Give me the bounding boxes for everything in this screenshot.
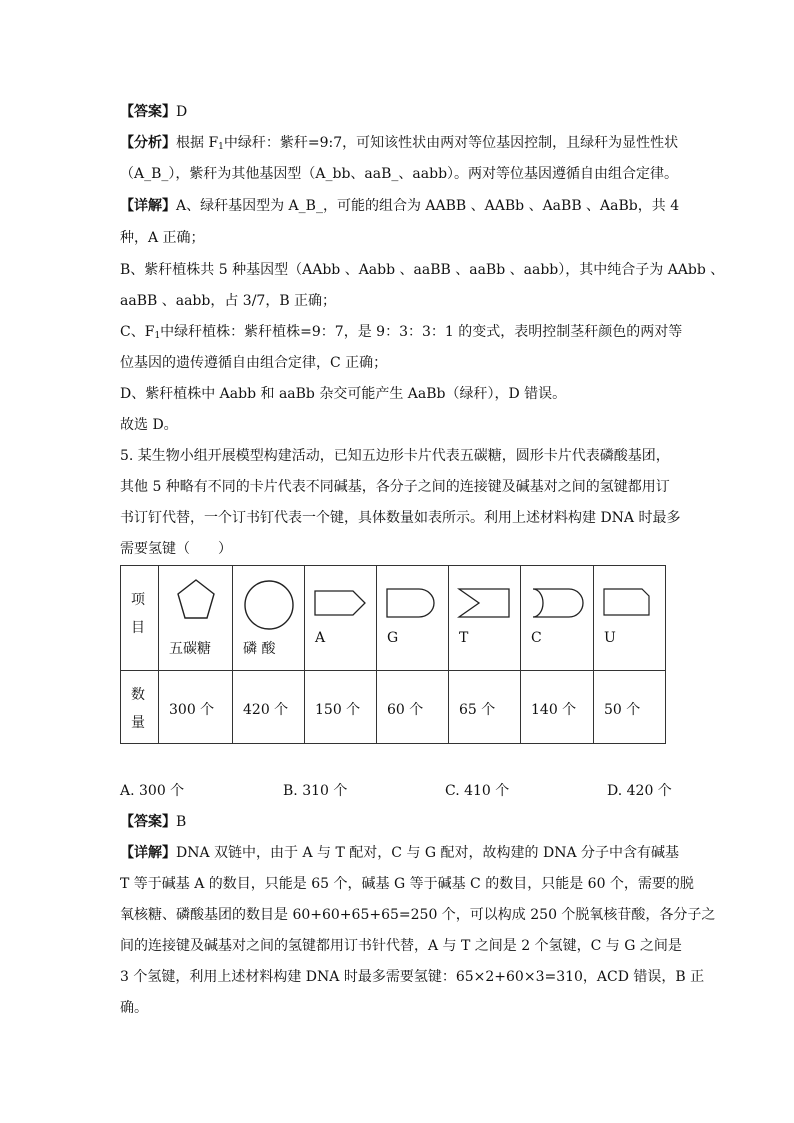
detail-text: 中绿秆植株：紫秆植株=9：7，是 9：3：3：1 的变式，表明控制茎秆颜色的两对等 [160,324,683,340]
detail-line-3: B、紫秆植株共 5 种基因型（AAbb 、Aabb 、aaBB 、aaBb 、aabb），其中纯合子为 AAbb 、 [120,262,725,278]
analysis-line-2: （A_B_），紫秆为其他基因型（A_bb、aaB_、aabb）。两对等位基因遵循自由组合定律。 [120,166,679,182]
answer-tag: 【答案】 [120,104,176,120]
analysis-text: 根据 F [176,135,219,151]
answer-value: B [176,814,187,830]
circle-icon [242,578,296,632]
subscript: 1 [218,142,224,152]
count-cell [594,671,666,744]
notch-card-icon [457,586,511,620]
header-char: 项 [131,592,145,608]
option-c: C. 410 个 [445,783,510,799]
round-card-icon [385,586,437,620]
count-cell [159,671,233,744]
answer-line [120,102,187,122]
detail2-line-2: T 等于碱基 A 的数目，只能是 65 个，碱基 G 等于碱基 C 的数目，只能是 60 个，需要的脱 [120,876,694,892]
card-table [120,565,666,744]
detail-line-7: D、紫秆植株中 Aabb 和 aaBb 杂交可能产生 AaBb（绿秆），D 错误。 [120,386,567,402]
cell-pentagon [159,566,233,671]
item-label: T [459,630,469,646]
count-value: 60 个 [387,702,424,718]
cell-a [305,566,377,671]
cut-corner-card-icon [602,586,652,618]
cell-t [449,566,521,671]
detail2-line-3: 氧核糖、磷酸基团的数目是 60+60+65+65=250 个，可以构成 250 个脱氧核苷酸，各分子之 [120,907,716,923]
detail-line-5 [120,322,682,346]
count-value: 150 个 [315,702,361,718]
detail2-line-5: 3 个氢键，利用上述材料构建 DNA 时最多需要氢键：65×2+60×3=310，ACD 错误，B 正 [120,969,705,985]
row-header-counts [121,671,159,744]
arrow-card-icon [313,588,367,618]
detail2-line-1 [120,843,679,863]
question-line-4: 需要氢键（ ） [120,541,232,557]
option-b: B. 310 个 [283,783,348,799]
header-char: 量 [131,715,145,731]
detail-line-8: 故选 D。 [120,417,178,433]
option-d: D. 420 个 [607,783,672,799]
analysis-tag: 【分析】 [120,135,176,151]
count-value: 140 个 [531,702,577,718]
detail-line-1 [120,196,679,216]
detail-line-4: aaBB 、aabb，占 3/7，B 正确； [120,293,337,309]
item-label: A [315,630,326,646]
count-value: 420 个 [243,702,289,718]
count-cell [305,671,377,744]
answer-value: D [176,104,188,120]
detail2-line-6: 确。 [120,1000,148,1016]
cell-circle [233,566,305,671]
detail-line-2: 种，A 正确； [120,230,205,246]
question-line-2: 其他 5 种略有不同的卡片代表不同碱基，各分子之间的连接键及碱基对之间的氢键都用订 [120,479,670,495]
answer-line-2 [120,812,186,832]
item-label: 磷 酸 [243,641,276,657]
item-label: 五碳糖 [169,641,211,657]
header-char: 目 [131,620,145,636]
count-value: 50 个 [604,702,641,718]
pentagon-icon [176,578,216,622]
count-cell [449,671,521,744]
answer-tag: 【答案】 [120,814,176,830]
item-label: G [387,630,399,646]
question-line-1: 5. 某生物小组开展模型构建活动，已知五边形卡片代表五碳糖，圆形卡片代表磷酸基团， [120,448,670,464]
cell-g [377,566,449,671]
subscript: 1 [154,331,161,341]
cell-c [521,566,594,671]
table-row-items [121,566,666,671]
detail-text: DNA 双链中，由于 A 与 T 配对，C 与 G 配对，故构建的 DNA 分子中含有碱基 [176,845,680,861]
count-value: 65 个 [459,702,496,718]
count-value: 300 个 [169,702,215,718]
detail-text: C、F [120,324,155,340]
item-label: C [531,630,542,646]
detail-line-6: 位基因的遗传遵循自由组合定律，C 正确； [120,355,388,371]
question-line-3: 书订钉代替，一个订书钉代表一个键，具体数量如表所示。利用上述材料构建 DNA 时最多 [120,510,681,526]
count-cell [233,671,305,744]
item-label: U [604,630,616,646]
table-row-counts [121,671,666,744]
detail-tag: 【详解】 [120,198,176,214]
detail-text: A、绿秆基因型为 A_B_，可能的组合为 AABB 、AABb 、AaBB 、AaBb，共 4 [176,198,680,214]
count-cell [377,671,449,744]
analysis-text: 中绿秆：紫秆=9:7，可知该性状由两对等位基因控制，且绿秆为显性性状 [223,135,679,151]
concave-card-icon [529,586,585,620]
option-a: A. 300 个 [120,783,185,799]
detail-tag: 【详解】 [120,845,176,861]
cell-u [594,566,666,671]
header-char: 数 [131,687,145,703]
row-header-items [121,566,159,671]
detail2-line-4: 间的连接键及碱基对之间的氢键都用订书针代替，A 与 T 之间是 2 个氢键，C 与 G 之间是 [120,938,682,954]
count-cell [521,671,594,744]
analysis-line-1 [120,133,678,157]
